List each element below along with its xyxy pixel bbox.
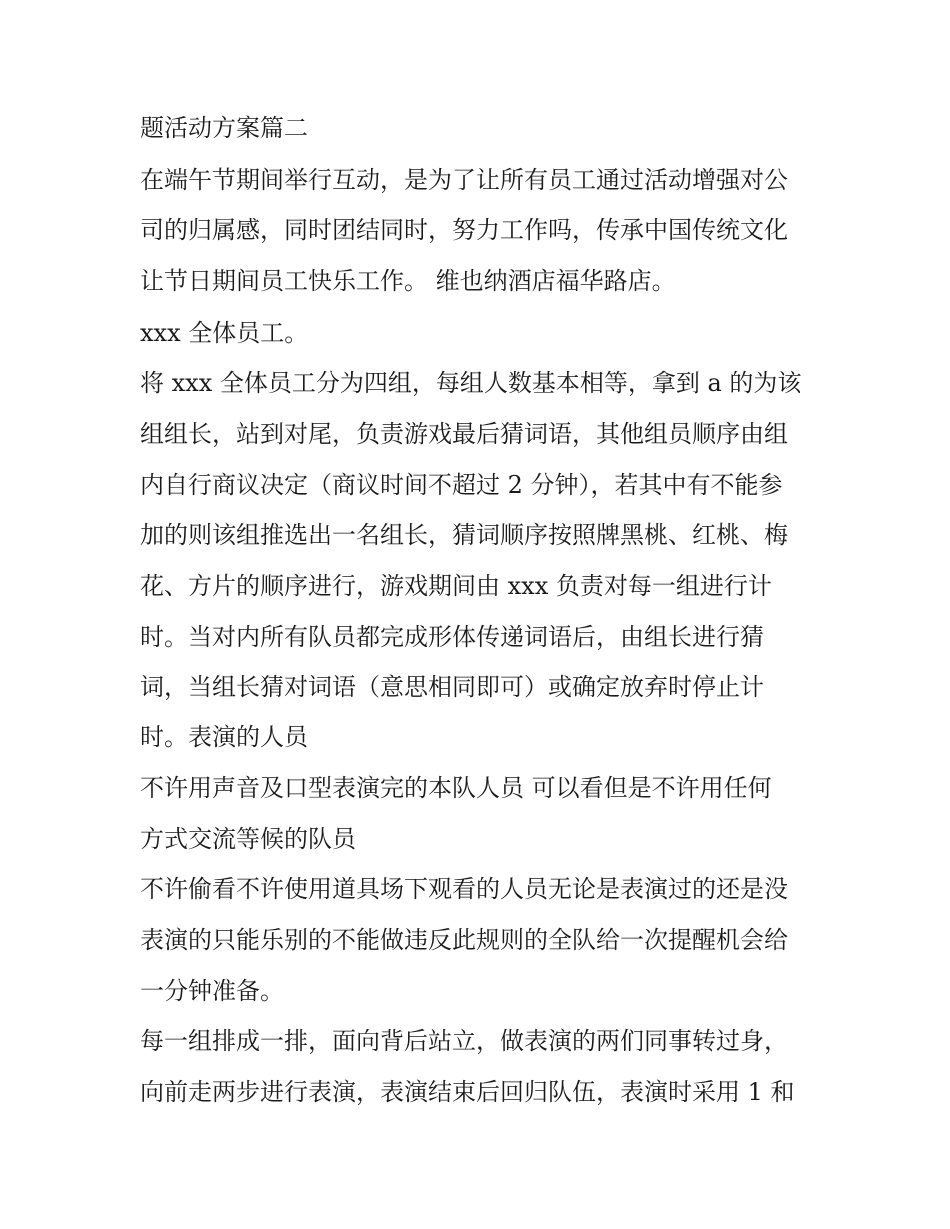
text-line: 时。当对内所有队员都完成形体传递词语后，由组长进行猜 <box>140 623 764 651</box>
text-line: 词，当组长猜对词语（意思相同即可）或确定放弃时停止计 <box>140 673 764 701</box>
text-line: 不许偷看不许使用道具场下观看的人员无论是表演过的还是没 <box>140 875 788 903</box>
text-line: 在端午节期间举行互动，是为了让所有员工通过活动增强对公 <box>140 166 788 194</box>
text-line: 内自行商议决定（商议时间不超过 2 分钟），若其中有不能参 <box>140 471 783 499</box>
text-line: 题活动方案篇二 <box>140 114 308 142</box>
text-line: 组组长，站到对尾，负责游戏最后猜词语，其他组员顺序由组 <box>140 420 788 448</box>
text-line: 向前走两步进行表演，表演结束后回归队伍，表演时采用 1 和 <box>140 1078 795 1106</box>
text-line: 司的归属感，同时团结同时，努力工作吗，传承中国传统文化 <box>140 216 788 244</box>
text-line: 表演的只能乐别的不能做违反此规则的全队给一次提醒机会给 <box>140 926 788 954</box>
text-line: 不许用声音及口型表演完的本队人员 可以看但是不许用任何 <box>140 774 772 802</box>
text-line: 加的则该组推选出一名组长，猜词顺序按照牌黑桃、红桃、梅 <box>140 521 788 549</box>
text-line: 时。表演的人员 <box>140 723 308 751</box>
text-line: xxx 全体员工。 <box>140 319 309 347</box>
text-line: 让节日期间员工快乐工作。 维也纳酒店福华路店。 <box>140 267 676 295</box>
text-line: 每一组排成一排，面向背后站立，做表演的两们同事转过身， <box>140 1027 788 1055</box>
text-line: 花、方片的顺序进行，游戏期间由 xxx 负责对每一组进行计 <box>140 572 772 600</box>
text-line: 方式交流等候的队员 <box>140 825 356 853</box>
text-line: 将 xxx 全体员工分为四组，每组人数基本相等，拿到 a 的为该 <box>140 369 802 397</box>
text-line: 一分钟准备。 <box>140 977 284 1005</box>
